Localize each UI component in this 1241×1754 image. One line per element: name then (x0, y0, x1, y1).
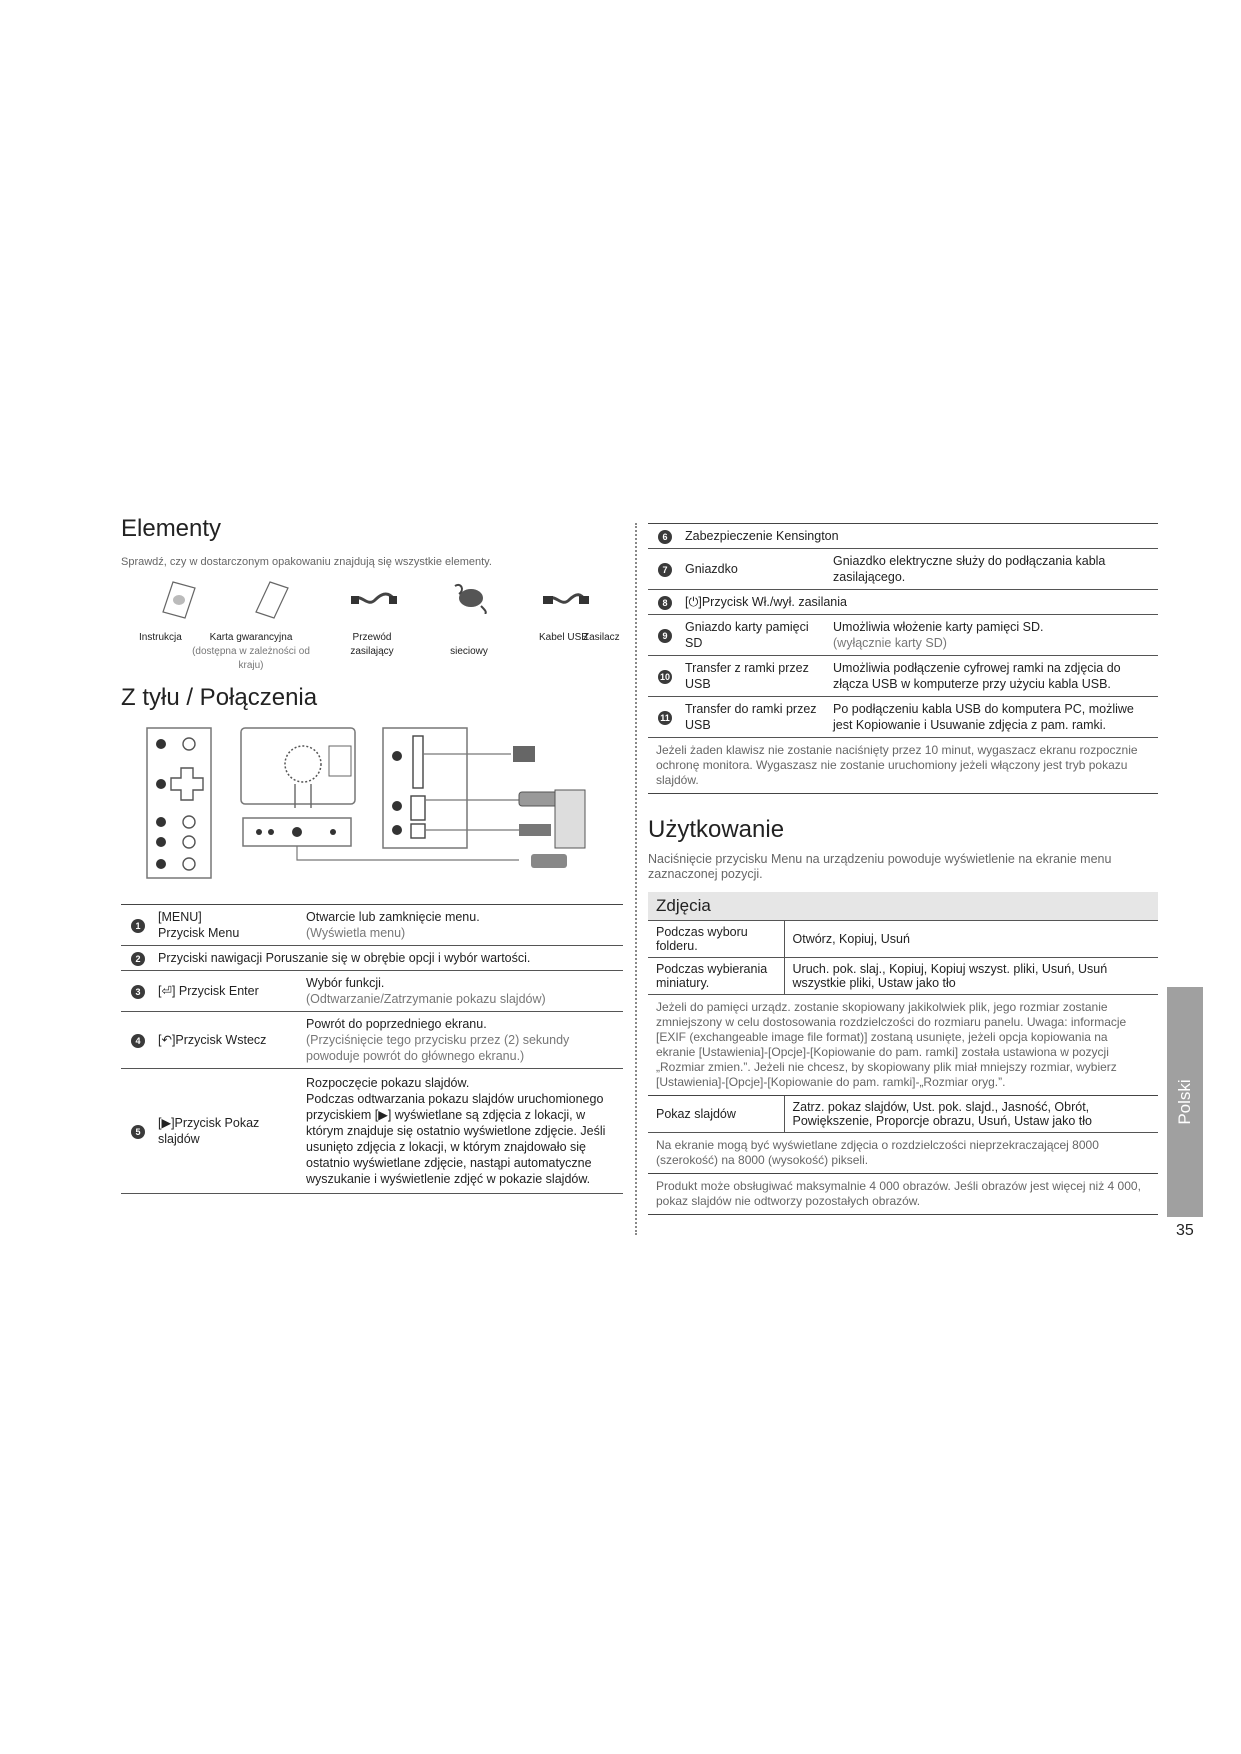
table-row (648, 524, 1158, 549)
power-cable-label: Przewód zasilający (350, 632, 394, 657)
number-badge: 11 (658, 711, 672, 725)
control-name: Przyciski nawigacji Poruszanie się w obrębie opcji i wybór wartości. (155, 946, 623, 971)
resolution-note: Na ekranie mogą być wyświetlane zdjęcia o rozdzielczości nieprzekraczającej 8000 (szerokość) na 8000 (wysokość) pikseli. (648, 1133, 1158, 1174)
table-row (648, 921, 1158, 958)
number-badge: 7 (658, 563, 672, 577)
elementy-intro: Sprawdź, czy w dostarczonym opakowaniu znajdują się wszystkie elementy. (121, 556, 492, 568)
menu-options: Otwórz, Kopiuj, Usuń (784, 921, 1158, 958)
language-tab-label: Polski (1175, 1079, 1194, 1125)
port-name: Transfer do ramki przez USB (682, 697, 830, 738)
control-description: Rozpoczęcie pokazu slajdów. Podczas odtwarzania pokazu slajdów uruchomionego przyciskiem [▶] wyświetlane są zdjęcia z lokacji, w którym znajduje się ostatnio wyświetlone zdjęcie. Jeśli usunięto zdjęcia z lokacji, w którym znajdowało się ostatnio wyświetlane zdjęcie, nastąpi automatyczne wyszukanie i wyświetlenie zdjęć w pokazie slajdów. (303, 1069, 623, 1194)
connections-diagram (121, 724, 623, 904)
table-row (121, 905, 623, 946)
control-description: Wybór funkcji. (Odtwarzanie/Zatrzymanie pokazu slajdów) (303, 971, 623, 1012)
control-name: [⏎] Przycisk Enter (155, 971, 303, 1012)
power-cable-icon (351, 590, 397, 610)
menu-options: Uruch. pok. slaj., Kopiuj, Kopiuj wszyst. pliki, Usuń, Usuń wszystkie pliki, Ustaw jako tło (784, 958, 1158, 995)
control-name: [▶]Przycisk Pokaz slajdów (155, 1069, 303, 1194)
menu-options: Zatrz. pokaz slajdów, Ust. pok. slajd., Jasność, Obrót, Powiększenie, Proporcje obrazu, Usuń, Ustaw jako tło (784, 1096, 1158, 1133)
table-row (648, 656, 1158, 697)
page-number: 35 (1176, 1222, 1194, 1239)
port-name: Transfer z ramki przez USB (682, 656, 830, 697)
ac-adapter-icon (451, 580, 489, 614)
manual-icon (161, 580, 197, 620)
table-row (648, 549, 1158, 590)
number-badge: 3 (131, 985, 145, 999)
number-badge: 9 (658, 629, 672, 643)
screensaver-note: Jeżeli żaden klawisz nie zostanie naciśnięty przez 10 minut, wygaszacz ekranu rozpocznie ochronę monitora. Wygaszasz nie zostanie uruchomiony jeżeli włączony jest tryb pokazu slajdów. (648, 738, 1158, 794)
control-name: [MENU] Przycisk Menu (155, 905, 303, 946)
context-label: Podczas wyboru folderu. (648, 921, 784, 958)
number-badge: 8 (658, 596, 672, 610)
max-images-note: Produkt może obsługiwać maksymalnie 4 000 obrazów. Jeśli obrazów jest więcej niż 4 000, pokaz slajdów nie odtworzy pozostałych obrazów. (648, 1174, 1158, 1215)
usb-cable-icon (543, 590, 589, 610)
warranty-card-icon (254, 580, 290, 620)
left-column (121, 515, 623, 1194)
table-row (648, 615, 1158, 656)
accessories-figure (121, 578, 623, 678)
number-badge: 4 (131, 1034, 145, 1048)
table-row (121, 1069, 623, 1194)
zdjecia-heading: Zdjęcia (648, 892, 1158, 921)
table-row (648, 958, 1158, 995)
control-description: Powrót do poprzedniego ekranu. (Przyciśnięcie tego przycisku przez (2) sekundy powoduje powrót do głównego ekranu.) (303, 1012, 623, 1069)
control-name: [↶]Przycisk Wstecz (155, 1012, 303, 1069)
port-description: Gniazdko elektryczne służy do podłączania kabla zasilającego. (830, 549, 1158, 590)
port-description: Umożliwia podłączenie cyfrowej ramki na zdjęcia do złącza USB w komputerze przy użyciu kabla USB. (830, 656, 1158, 697)
port-name: Gniazdko (682, 549, 830, 590)
zdjecia-table (648, 921, 1158, 995)
number-badge: 5 (131, 1125, 145, 1139)
elementy-title: Elementy (121, 515, 222, 542)
table-row (121, 1012, 623, 1069)
usb-cable-label: Kabel USB (539, 632, 588, 643)
table-row (121, 971, 623, 1012)
slideshow-table (648, 1096, 1158, 1133)
table-row (121, 946, 623, 971)
ports-table (648, 523, 1158, 738)
number-badge: 6 (658, 530, 672, 544)
context-label: Podczas wybierania miniatury. (648, 958, 784, 995)
copy-note: Jeżeli do pamięci urządz. zostanie skopiowany jakikolwiek plik, jego rozmiar zostanie zmniejszony w celu dostosowania rozdzielczości do rozmiaru panelu. Uwaga: informacje [EXIF (exchangeable image file format)] zostaną usunięte, jeżeli opcja kopiowania na ekranie [Ustawienia]-[Opcje]-[Kopiowanie do pam. ramki] została ustawiona w pozycji „Rozmiar zmien.”. Jeżeli nie chcesz, by skopiowany plik miał mniejszy rozmiar, wybierz [Ustawienia]-[Opcje]-[Kopiowanie do pam. ramki]-„Rozmiar oryg.”. (648, 995, 1158, 1096)
right-column (648, 523, 1158, 1215)
number-badge: 1 (131, 919, 145, 933)
table-row (648, 697, 1158, 738)
number-badge: 10 (659, 672, 670, 682)
port-description: Umożliwia włożenie karty pamięci SD. (wyłącznie karty SD) (830, 615, 1158, 656)
port-description: Po podłączeniu kabla USB do komputera PC, możliwe jest Kopiowanie i Usuwanie zdjęcia z pam. ramki. (830, 697, 1158, 738)
tyl-title: Z tyłu / Połączenia (121, 684, 318, 711)
warranty-card-label: Karta gwarancyjna (dostępna w zależności od kraju) (192, 632, 310, 671)
column-divider (635, 523, 637, 1235)
ac-adapter-label: Zasilacz (583, 632, 620, 643)
context-label: Pokaz slajdów (648, 1096, 784, 1133)
manual-label: Instrukcja (139, 632, 182, 643)
table-row (648, 1096, 1158, 1133)
port-name: Zabezpieczenie Kensington (682, 524, 1158, 549)
uzytkowanie-intro: Naciśnięcie przycisku Menu na urządzeniu powoduje wyświetlenie na ekranie menu zaznaczonej pozycji. (648, 852, 1112, 881)
control-description: Otwarcie lub zamknięcie menu. (Wyświetla menu) (303, 905, 623, 946)
controls-table (121, 904, 623, 1194)
language-tab (1167, 987, 1203, 1217)
port-name: Gniazdo karty pamięci SD (682, 615, 830, 656)
table-row (648, 590, 1158, 615)
number-badge: 2 (131, 952, 145, 966)
uzytkowanie-title: Użytkowanie (648, 816, 785, 843)
connections-diagram-graphic (121, 724, 623, 904)
port-name: [⏻]Przycisk Wł./wył. zasilania (682, 590, 1158, 615)
power-cable-label-2: sieciowy (450, 646, 488, 657)
